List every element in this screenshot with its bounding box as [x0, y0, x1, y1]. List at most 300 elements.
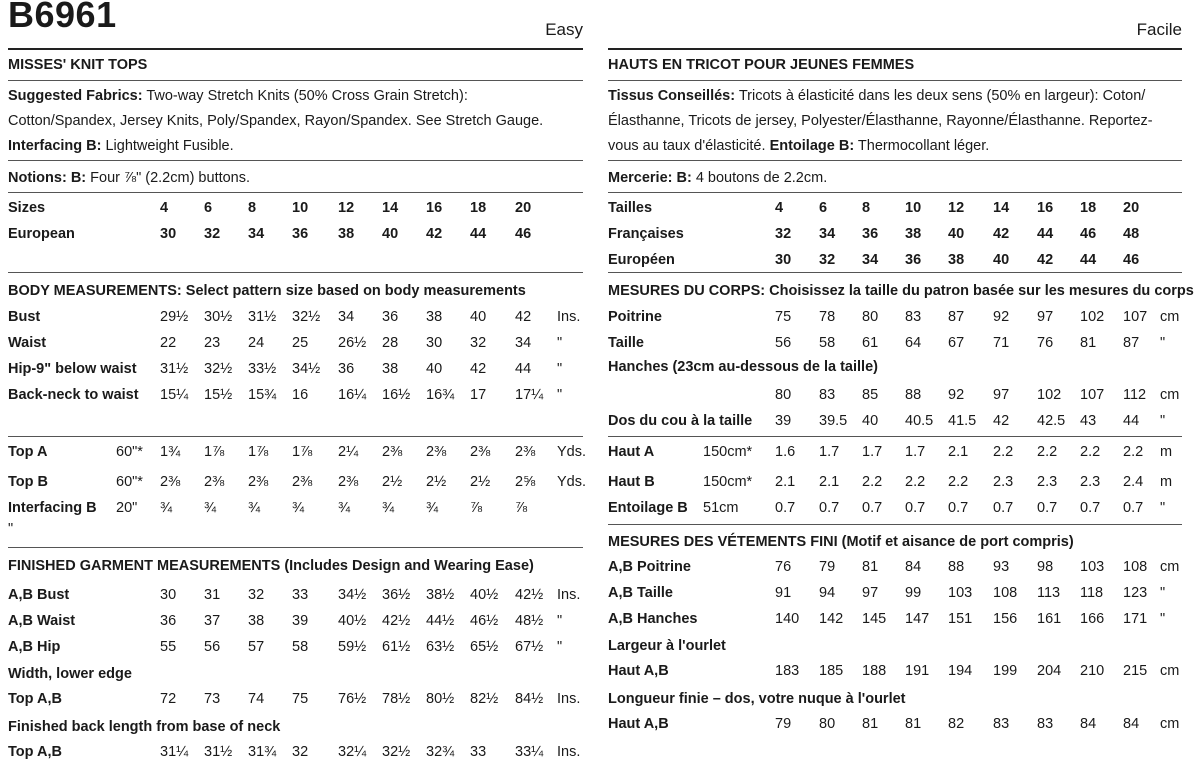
cell-value: 2⅜: [338, 474, 359, 490]
cell-value: 2½: [426, 474, 447, 490]
cell-value: 156: [993, 611, 1018, 627]
cell-value: 2.2: [1037, 444, 1058, 460]
cell-value: 37: [204, 613, 221, 629]
cell-value: 0.7: [1037, 500, 1058, 516]
cell-value: 36: [338, 361, 355, 377]
back-row: [608, 413, 1182, 435]
cell-value: 0.7: [819, 500, 840, 516]
cell-value: 56: [204, 639, 221, 655]
cell-value: 42: [426, 226, 443, 242]
cell-value: 44: [470, 226, 487, 242]
cell-value: 78: [819, 309, 836, 325]
cell-value: 36: [160, 613, 177, 629]
cell-value: 64: [905, 335, 922, 351]
unit-label: ": [557, 387, 563, 403]
cell-value: 17¼: [515, 387, 544, 403]
cell-value: 16: [426, 200, 443, 216]
yardage-row: [608, 444, 1182, 466]
yardage-row: [8, 444, 587, 466]
size-row: [8, 226, 583, 248]
cell-value: 34: [819, 226, 836, 242]
cell-value: 31: [204, 587, 221, 603]
cell-value: 36: [382, 309, 399, 325]
cell-value: 40: [862, 413, 879, 429]
finished-measurements-heading: FINISHED GARMENT MEASUREMENTS (Includes Design and Wearing Ease): [8, 558, 534, 574]
cell-value: 32: [775, 226, 792, 242]
cell-value: 2.1: [948, 444, 969, 460]
yardage-row: [8, 474, 587, 496]
cell-value: 73: [204, 691, 221, 707]
cell-value: 4: [160, 200, 169, 216]
cell-value: 0.7: [993, 500, 1014, 516]
notions-text-fr: 4 boutons de 2.2cm.: [691, 170, 828, 186]
cell-value: 107: [1080, 387, 1105, 403]
cell-value: 2.2: [905, 474, 926, 490]
cell-value: 2⅜: [160, 474, 181, 490]
width-heading: Width, lower edge: [8, 666, 132, 682]
french-column: [608, 0, 1194, 775]
row-label: Bust: [8, 309, 41, 325]
cell-value: 107: [1123, 309, 1148, 325]
cell-value: 80: [862, 309, 879, 325]
cell-value: 32¼: [338, 744, 367, 760]
unit-label: cm: [1160, 387, 1180, 403]
cell-value: 46: [1123, 252, 1140, 268]
cell-value: 55: [160, 639, 177, 655]
fabric-width: 60"*: [116, 474, 143, 490]
cell-value: 16: [1037, 200, 1054, 216]
cell-value: 8: [862, 200, 871, 216]
cell-value: 33: [470, 744, 487, 760]
cell-value: 215: [1123, 663, 1148, 679]
cell-value: 1.6: [775, 444, 796, 460]
cell-value: 79: [775, 716, 792, 732]
cell-value: 0.7: [948, 500, 969, 516]
cell-value: 118: [1080, 585, 1104, 601]
size-row: [608, 252, 1182, 274]
divider: [8, 48, 583, 50]
cell-value: 2.2: [1080, 444, 1101, 460]
fabrics-label: Suggested Fabrics:: [8, 88, 143, 104]
cell-value: 39: [292, 613, 309, 629]
unit-label: Ins.: [557, 309, 581, 325]
cell-value: 2.2: [862, 474, 883, 490]
cell-value: 15¾: [248, 387, 277, 403]
interfacing-label: Interfacing B:: [8, 138, 102, 154]
notions-label-fr: Mercerie: B:: [608, 170, 692, 186]
cell-value: 0.7: [775, 500, 796, 516]
cell-value: 80½: [426, 691, 455, 707]
row-label: Hip-9" below waist: [8, 361, 137, 377]
cell-value: 91: [775, 585, 792, 601]
row-label: Haut A,B: [608, 716, 669, 732]
cell-value: 38: [248, 613, 265, 629]
width-row: [608, 663, 1182, 685]
yardage-row: [8, 500, 583, 522]
cell-value: 10: [905, 200, 922, 216]
cell-value: 204: [1037, 663, 1062, 679]
row-label: Européen: [608, 252, 675, 268]
pattern-code: B6961: [8, 0, 117, 35]
cell-value: 20: [1123, 200, 1140, 216]
cell-value: 80: [775, 387, 792, 403]
cell-value: 185: [819, 663, 844, 679]
yardage-footnote: ": [8, 521, 14, 537]
row-label: Top B: [8, 474, 48, 490]
cell-value: 33¼: [515, 744, 544, 760]
cell-value: 2.1: [775, 474, 796, 490]
fabrics-label-fr: Tissus Conseillés:: [608, 88, 736, 104]
cell-value: 14: [993, 200, 1010, 216]
cell-value: 36½: [382, 587, 411, 603]
cell-value: 210: [1080, 663, 1105, 679]
cell-value: 17: [470, 387, 487, 403]
cell-value: 38: [426, 309, 443, 325]
cell-value: 16: [292, 387, 309, 403]
cell-value: 2⅜: [515, 444, 536, 460]
cell-value: 40: [470, 309, 487, 325]
cell-value: 84: [905, 559, 922, 575]
cell-value: 88: [948, 559, 965, 575]
cell-value: 25: [292, 335, 309, 351]
row-label: Poitrine: [608, 309, 662, 325]
cell-value: 2.1: [819, 474, 840, 490]
cell-value: 2.2: [993, 444, 1014, 460]
width-heading-fr: Largeur à l'ourlet: [608, 638, 726, 654]
unit-label: ": [1160, 413, 1166, 429]
finished-row: [8, 639, 583, 661]
notions-fr: [608, 166, 1178, 191]
cell-value: 30: [426, 335, 443, 351]
length-row: [8, 744, 583, 766]
row-label: A,B Taille: [608, 585, 673, 601]
cell-value: 194: [948, 663, 973, 679]
cell-value: 171: [1123, 611, 1148, 627]
cell-value: 44: [1080, 252, 1097, 268]
cell-value: 56: [775, 335, 792, 351]
row-label: Haut A,B: [608, 663, 669, 679]
cell-value: 0.7: [1080, 500, 1101, 516]
cell-value: 6: [204, 200, 213, 216]
cell-value: ¾: [382, 500, 395, 516]
cell-value: 97: [1037, 309, 1054, 325]
cell-value: 142: [819, 611, 844, 627]
fabric-width: 150cm*: [703, 474, 753, 490]
cell-value: 33½: [248, 361, 277, 377]
fabrics-text-fr: Tricots à élasticité dans les deux sens (50% en largeur): Coton/Élasthanne, Tricots de jersey, Polyester/Élasthanne, Rayonne/Élasthanne. Reportez-vous au taux d'élasticité.: [608, 88, 1153, 154]
divider: [608, 192, 1182, 193]
notions: [8, 166, 579, 191]
notions-text: Four ⅞" (2.2cm) buttons.: [86, 170, 251, 186]
cell-value: 16½: [382, 387, 411, 403]
cell-value: 166: [1080, 611, 1105, 627]
cell-value: 2.2: [1123, 444, 1144, 460]
cell-value: 145: [862, 611, 887, 627]
cell-value: 2⅜: [292, 474, 313, 490]
cell-value: 97: [993, 387, 1010, 403]
cell-value: 15¼: [160, 387, 189, 403]
row-label: Interfacing B: [8, 500, 97, 516]
row-label: European: [8, 226, 75, 242]
cell-value: 79: [819, 559, 836, 575]
yardage-row: [608, 474, 1182, 496]
cell-value: 4: [775, 200, 784, 216]
cell-value: 1⅞: [204, 444, 225, 460]
cell-value: 59½: [338, 639, 367, 655]
divider: [608, 436, 1182, 437]
cell-value: 32¾: [426, 744, 455, 760]
cell-value: 188: [862, 663, 887, 679]
cell-value: 42: [993, 413, 1010, 429]
row-label: Dos du cou à la taille: [608, 413, 753, 429]
cell-value: 28: [382, 335, 399, 351]
cell-value: 43: [1080, 413, 1097, 429]
cell-value: 75: [292, 691, 309, 707]
unit-label: Ins.: [557, 691, 581, 707]
cell-value: 63½: [426, 639, 455, 655]
cell-value: 2½: [470, 474, 491, 490]
cell-value: 83: [993, 716, 1010, 732]
cell-value: 102: [1037, 387, 1062, 403]
cell-value: 113: [1037, 585, 1061, 601]
unit-label: ": [1160, 500, 1166, 516]
cell-value: 42: [1037, 252, 1054, 268]
cell-value: 40: [426, 361, 443, 377]
cell-value: 31¾: [248, 744, 277, 760]
cell-value: 94: [819, 585, 836, 601]
cell-value: 31½: [204, 744, 233, 760]
finished-measurements-heading-fr: MESURES DES VÉTEMENTS FINI (Motif et aisance de port compris): [608, 534, 1074, 550]
cell-value: 97: [862, 585, 879, 601]
cell-value: 147: [905, 611, 930, 627]
cell-value: 0.7: [905, 500, 926, 516]
divider: [8, 436, 583, 437]
cell-value: 102: [1080, 309, 1105, 325]
cell-value: 103: [948, 585, 973, 601]
cell-value: 32: [819, 252, 836, 268]
cell-value: 34: [862, 252, 879, 268]
unit-label: ": [1160, 585, 1166, 601]
cell-value: 84½: [515, 691, 544, 707]
divider: [608, 48, 1182, 50]
finished-row: [8, 613, 583, 635]
unit-label: Yds.: [557, 444, 587, 460]
unit-label: cm: [1160, 716, 1180, 732]
cell-value: 42.5: [1037, 413, 1066, 429]
cell-value: 1⅞: [292, 444, 313, 460]
cell-value: 32: [248, 587, 265, 603]
cell-value: 67: [948, 335, 965, 351]
size-row: [608, 226, 1182, 248]
cell-value: 40½: [470, 587, 499, 603]
cell-value: 2½: [382, 474, 403, 490]
suggested-fabrics-fr: [608, 84, 1178, 159]
notions-label: Notions: B:: [8, 170, 87, 186]
cell-value: 76½: [338, 691, 367, 707]
cell-value: 36: [905, 252, 922, 268]
row-label: A,B Poitrine: [608, 559, 691, 575]
cell-value: 44: [1037, 226, 1054, 242]
cell-value: 46½: [470, 613, 499, 629]
cell-value: 58: [819, 335, 836, 351]
cell-value: 80: [819, 716, 836, 732]
cell-value: 40½: [338, 613, 367, 629]
difficulty-level: Easy: [545, 20, 583, 39]
divider: [8, 192, 583, 193]
cell-value: 2⅜: [248, 474, 269, 490]
fabrics-text: Two-way Stretch Knits (50% Cross Grain Stretch): Cotton/Spandex, Jersey Knits, Poly/Spandex, Rayon/Spandex. See Stretch Gauge.: [8, 88, 544, 129]
cell-value: 84: [1123, 716, 1140, 732]
unit-label: ": [557, 639, 563, 655]
cell-value: 40: [382, 226, 399, 242]
cell-value: 14: [382, 200, 399, 216]
cell-value: 32½: [292, 309, 321, 325]
cell-value: ¾: [160, 500, 173, 516]
divider: [8, 547, 583, 548]
cell-value: 2.2: [948, 474, 969, 490]
cell-value: ¾: [426, 500, 439, 516]
pattern-title-fr: HAUTS EN TRICOT POUR JEUNES FEMMES: [608, 57, 915, 73]
row-label: A,B Waist: [8, 613, 76, 629]
cell-value: 81: [862, 559, 879, 575]
cell-value: 61½: [382, 639, 411, 655]
unit-label: ": [557, 361, 563, 377]
row-label: Tailles: [608, 200, 653, 216]
cell-value: 81: [1080, 335, 1097, 351]
cell-value: 22: [160, 335, 177, 351]
cell-value: 15½: [204, 387, 233, 403]
body-row: [608, 309, 1182, 331]
unit-label: m: [1160, 444, 1173, 460]
cell-value: 18: [1080, 200, 1097, 216]
unit-label: cm: [1160, 309, 1180, 325]
cell-value: 31½: [248, 309, 277, 325]
cell-value: 38: [948, 252, 965, 268]
cell-value: 2⅜: [426, 444, 447, 460]
cell-value: 32½: [204, 361, 233, 377]
cell-value: 140: [775, 611, 800, 627]
english-column: [8, 0, 587, 775]
cell-value: 29½: [160, 309, 189, 325]
cell-value: 44: [1123, 413, 1140, 429]
cell-value: 34½: [292, 361, 321, 377]
cell-value: 88: [905, 387, 922, 403]
cell-value: 2.3: [1037, 474, 1058, 490]
cell-value: 57: [248, 639, 265, 655]
body-row: [8, 387, 583, 409]
body-row: [608, 335, 1182, 357]
cell-value: 2⅝: [515, 474, 536, 490]
divider: [8, 160, 583, 161]
unit-label: ": [1160, 335, 1166, 351]
cell-value: 34: [248, 226, 265, 242]
cell-value: 16¼: [338, 387, 367, 403]
cell-value: 46: [1080, 226, 1097, 242]
row-label: Top A,B: [8, 744, 62, 760]
row-label: Sizes: [8, 200, 46, 216]
cell-value: 30: [160, 587, 177, 603]
cell-value: 103: [1080, 559, 1105, 575]
divider: [608, 80, 1182, 81]
cell-value: 36: [292, 226, 309, 242]
body-row: [8, 335, 583, 357]
cell-value: 2.3: [1080, 474, 1101, 490]
cell-value: 2.3: [993, 474, 1014, 490]
cell-value: 81: [905, 716, 922, 732]
cell-value: 38½: [426, 587, 455, 603]
unit-label: cm: [1160, 559, 1180, 575]
cell-value: 99: [905, 585, 922, 601]
interfacing-text: Lightweight Fusible.: [101, 138, 234, 154]
cell-value: 108: [1123, 559, 1148, 575]
unit-label: ": [557, 613, 563, 629]
body-measurements-heading: BODY MEASUREMENTS: Select pattern size based on body measurements: [8, 283, 526, 299]
cell-value: 61: [862, 335, 879, 351]
cell-value: 76: [1037, 335, 1054, 351]
divider: [8, 272, 583, 273]
row-label: A,B Hanches: [608, 611, 698, 627]
cell-value: 12: [948, 200, 965, 216]
cell-value: 10: [292, 200, 309, 216]
cell-value: 39.5: [819, 413, 848, 429]
cell-value: 1⅞: [248, 444, 269, 460]
cell-value: 87: [1123, 335, 1140, 351]
cell-value: 82: [948, 716, 965, 732]
cell-value: 0.7: [1123, 500, 1144, 516]
row-label: Entoilage B: [608, 500, 688, 516]
cell-value: 1¾: [160, 444, 181, 460]
cell-value: 32: [204, 226, 221, 242]
body-measurements-heading-fr: MESURES DU CORPS: Choisissez la taille du patron basée sur les mesures du corps: [608, 283, 1194, 299]
cell-value: 32: [292, 744, 309, 760]
cell-value: 2⅜: [382, 444, 403, 460]
yardage-row: [608, 500, 1182, 522]
row-label: A,B Hip: [8, 639, 61, 655]
cell-value: 85: [862, 387, 879, 403]
cell-value: 40: [993, 252, 1010, 268]
row-label: Top A: [8, 444, 48, 460]
cell-value: 30½: [204, 309, 233, 325]
cell-value: 0.7: [862, 500, 883, 516]
cell-value: 40: [948, 226, 965, 242]
cell-value: 84: [1080, 716, 1097, 732]
row-label: Back-neck to waist: [8, 387, 139, 403]
cell-value: 83: [819, 387, 836, 403]
cell-value: 46: [515, 226, 532, 242]
row-label: Top A,B: [8, 691, 62, 707]
cell-value: 34½: [338, 587, 367, 603]
finished-row: [608, 585, 1182, 607]
cell-value: 24: [248, 335, 265, 351]
unit-label: Ins.: [557, 744, 581, 760]
cell-value: ¾: [204, 500, 217, 516]
cell-value: 41.5: [948, 413, 977, 429]
row-label: Taille: [608, 335, 644, 351]
cell-value: 1.7: [819, 444, 840, 460]
cell-value: ¾: [292, 500, 305, 516]
cell-value: ¾: [248, 500, 261, 516]
length-heading-fr: Longueur finie – dos, votre nuque à l'ourlet: [608, 691, 906, 707]
cell-value: ⅞: [515, 500, 528, 516]
unit-label: Yds.: [557, 474, 587, 490]
size-row: [608, 200, 1182, 222]
cell-value: 161: [1037, 611, 1062, 627]
cell-value: 44½: [426, 613, 455, 629]
cell-value: 33: [292, 587, 309, 603]
interfacing-text-fr: Thermocollant léger.: [854, 138, 990, 154]
cell-value: 98: [1037, 559, 1054, 575]
cell-value: 48½: [515, 613, 544, 629]
